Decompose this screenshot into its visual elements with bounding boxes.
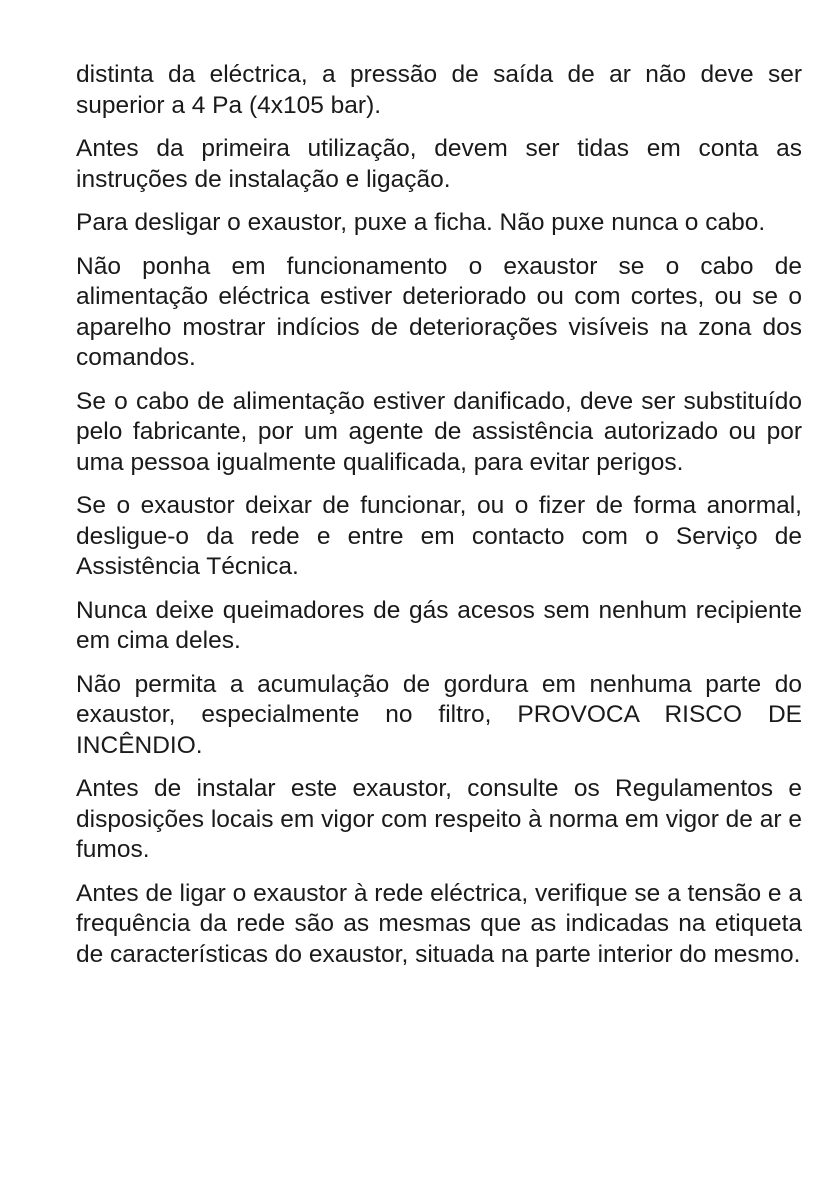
paragraph-air-pressure: distinta da eléctrica, a pressão de saída de ar não deve ser superior a 4 Pa (4x105 bar).	[76, 61, 802, 119]
paragraph-grease-fire-risk: Não permita a acumulação de gordura em nenhuma parte do exaustor, especialmente no filtro, PROVOCA RISCO DE INCÊNDIO.	[76, 670, 802, 759]
paragraph-first-use: Antes da primeira utilização, devem ser tidas em conta as instruções de instalação e ligação.	[76, 135, 802, 193]
paragraph-cable-replacement: Se o cabo de alimentação estiver danificado, deve ser substituído pelo fabricante, por um agente de assistência autorizado ou por uma pessoa igualmente qualificada, para evitar perigos.	[76, 387, 802, 476]
paragraph-regulations: Antes de instalar este exaustor, consulte os Regulamentos e disposições locais em vigor com respeito à norma em vigor de ar e fumos.	[76, 775, 802, 863]
paragraph-damaged-cable-warning: Não ponha em funcionamento o exaustor se o cabo de alimentação eléctrica estiver deteriorado ou com cortes, ou se o aparelho mostrar indícios de deteriorações visíveis na zona dos comandos.	[76, 252, 802, 371]
paragraph-unplug: Para desligar o exaustor, puxe a ficha. Não puxe nunca o cabo.	[76, 209, 766, 236]
paragraph-voltage-check: Antes de ligar o exaustor à rede eléctrica, verifique se a tensão e a frequência da rede são as mesmas que as indicadas na etiqueta de características do exaustor, situada na parte interior do mesmo.	[76, 879, 802, 968]
paragraph-gas-burners: Nunca deixe queimadores de gás acesos sem nenhum recipiente em cima deles.	[76, 596, 802, 654]
paragraph-malfunction: Se o exaustor deixar de funcionar, ou o fizer de forma anormal, desligue-o da rede e entre em contacto com o Serviço de Assistência Técnica.	[76, 492, 802, 580]
document-page	[76, 60, 802, 970]
